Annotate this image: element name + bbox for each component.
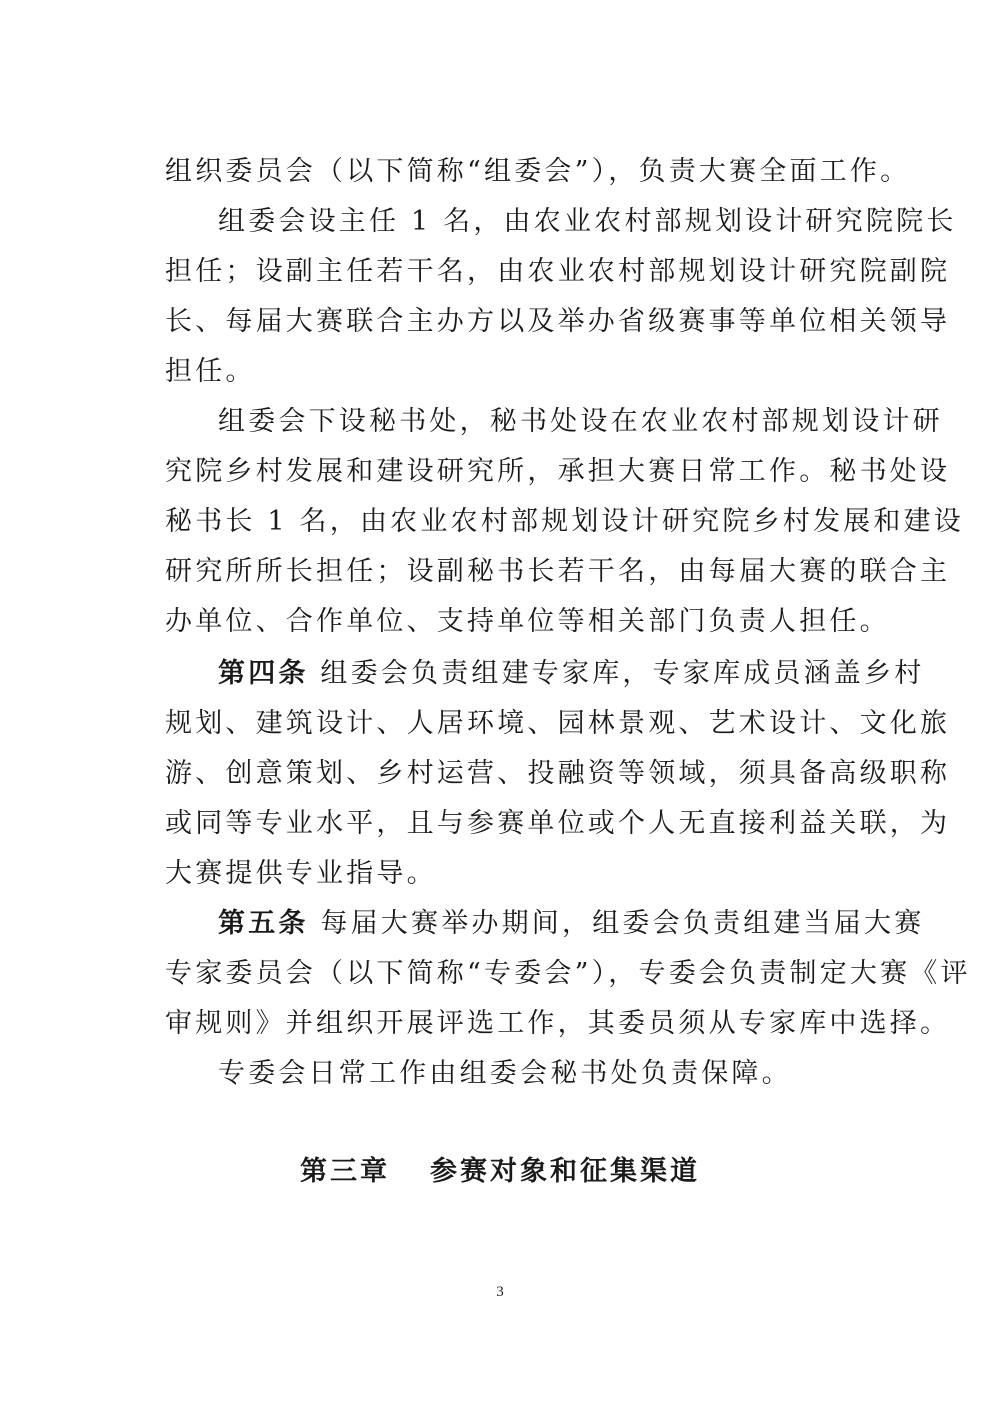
paragraph-line: 专委会日常工作由组委会秘书处负责保障。: [218, 1058, 792, 1089]
chapter-number: 第三章: [300, 1156, 390, 1187]
paragraph-text: 组委会负责组建专家库，专家库成员涵盖乡村: [320, 658, 925, 689]
paragraph-line: 秘书长 1 名，由农业农村部规划设计研究院乡村发展和建设: [165, 506, 964, 537]
paragraph-text: 每届大赛举办期间，组委会负责组建当届大赛: [320, 908, 925, 939]
paragraph-line: 担任；设副主任若干名，由农业农村部规划设计研究院副院: [165, 256, 951, 287]
paragraph-line: 研究所所长担任；设副秘书长若干名，由每届大赛的联合主: [165, 556, 951, 587]
article-5-label: 第五条: [218, 908, 309, 939]
page-number: 3: [496, 1284, 504, 1300]
article-5-first-line: [218, 904, 925, 944]
article-4-label: 第四条: [218, 658, 309, 689]
chapter-title: 参赛对象和征集渠道: [430, 1156, 700, 1187]
paragraph-line: 长、每届大赛联合主办方以及举办省级赛事等单位相关领导: [165, 306, 951, 337]
paragraph-line: 或同等专业水平，且与参赛单位或个人无直接利益关联，为: [165, 808, 951, 839]
paragraph-line: 大赛提供专业指导。: [165, 858, 437, 889]
paragraph-line: 规划、建筑设计、人居环境、园林景观、艺术设计、文化旅: [165, 708, 951, 739]
paragraph-line: 审规则》并组织开展评选工作，其委员须从专家库中选择。: [165, 1008, 951, 1039]
paragraph-line: 办单位、合作单位、支持单位等相关部门负责人担任。: [165, 606, 890, 637]
article-4-first-line: [218, 654, 925, 694]
paragraph-line: 组委会下设秘书处，秘书处设在农业农村部规划设计研: [218, 406, 943, 437]
paragraph-line: 担任。: [165, 356, 256, 387]
paragraph-line: 专家委员会（以下简称“专委会”），专委会负责制定大赛《评: [165, 958, 971, 989]
paragraph-line: 究院乡村发展和建设研究所，承担大赛日常工作。秘书处设: [165, 456, 951, 487]
chapter-heading: [0, 1152, 1000, 1192]
paragraph-line: 组织委员会（以下简称“组委会”），负责大赛全面工作。: [165, 156, 911, 187]
paragraph-line: 组委会设主任 1 名，由农业农村部规划设计研究院院长: [218, 206, 957, 237]
paragraph-line: 游、创意策划、乡村运营、投融资等领域，须具备高级职称: [165, 758, 951, 789]
